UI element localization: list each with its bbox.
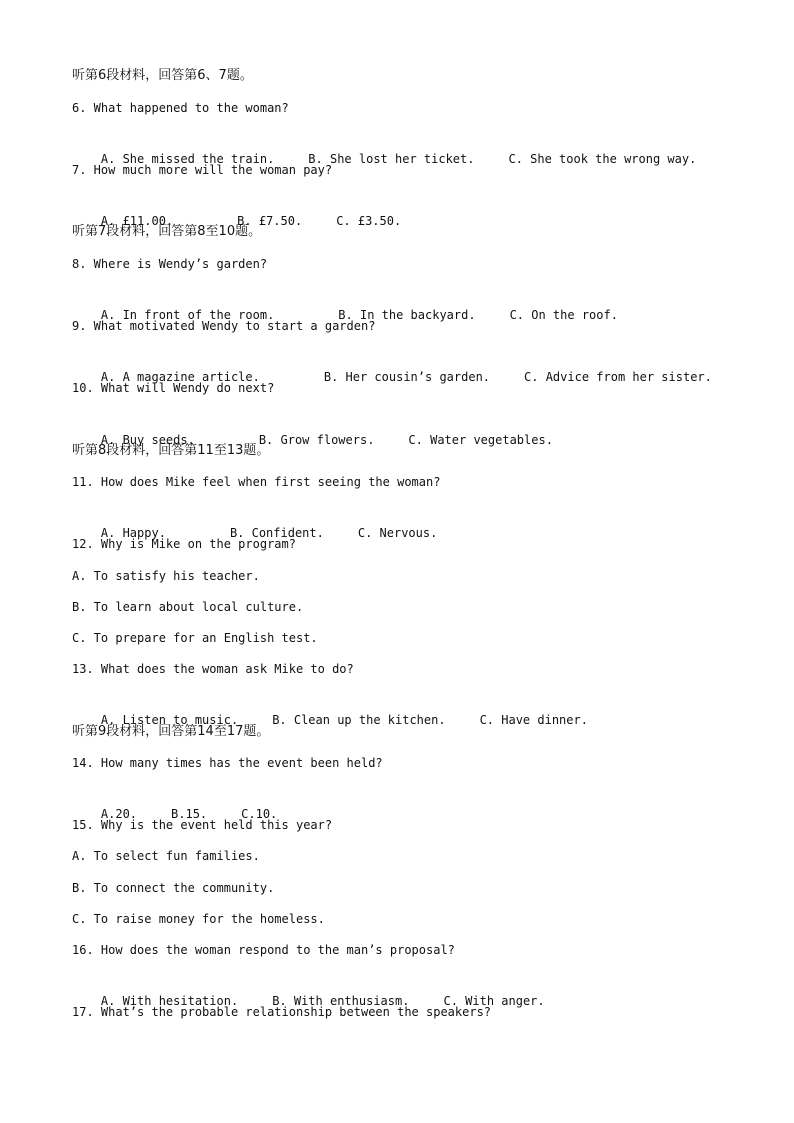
option-a: A. Buy seeds. (100, 433, 195, 447)
options-row (72, 129, 697, 166)
option-b: B. In the backyard. (338, 308, 476, 322)
options-row (72, 347, 712, 384)
option-a: A.20. (100, 807, 138, 821)
option-a: A. A magazine article. (100, 370, 260, 384)
question-stem: 8. Where is Wendy’s garden? (72, 257, 268, 271)
option-c: C. On the roof. (509, 308, 618, 322)
question-stem: 11. How does Mike feel when first seeing the woman? (72, 475, 441, 489)
options-row (72, 784, 278, 821)
option-b: B. Grow flowers. (258, 433, 375, 447)
option-a: A. To satisfy his teacher. (72, 569, 260, 583)
section-header: 听第6段材料，回答第6、7题。 (72, 68, 253, 83)
section-header: 听第7段材料，回答第8至10题。 (72, 224, 262, 239)
question-stem: 13. What does the woman ask Mike to do? (72, 662, 354, 676)
option-c: C. Water vegetables. (408, 433, 553, 447)
question-stem: 12. Why is Mike on the program? (72, 537, 296, 551)
question-stem: 7. How much more will the woman pay? (72, 163, 333, 177)
option-b: B. Clean up the kitchen. (272, 713, 446, 727)
option-b: B.15. (171, 807, 208, 821)
option-b: B. Her cousin’s garden. (323, 370, 491, 384)
options-row (72, 971, 545, 1008)
option-c: C. Have dinner. (479, 713, 588, 727)
option-a: A. Listen to music. (100, 713, 239, 727)
options-row (72, 285, 618, 322)
option-b: B. Confident. (229, 526, 324, 540)
option-a: A. In front of the room. (100, 308, 275, 322)
question-stem: 6. What happened to the woman? (72, 101, 289, 115)
option-b: B. To learn about local culture. (72, 600, 304, 614)
options-row (72, 410, 553, 447)
section-header: 听第9段材料，回答第14至17题。 (72, 724, 270, 739)
options-row (72, 191, 402, 228)
option-c: C. Advice from her sister. (524, 370, 712, 384)
question-stem: 10. What will Wendy do next? (72, 381, 275, 395)
question-stem: 14. How many times has the event been held? (72, 756, 383, 770)
option-c: C. £3.50. (336, 214, 402, 228)
option-a: A. Happy. (100, 526, 166, 540)
section-header: 听第8段材料，回答第11至13题。 (72, 443, 270, 458)
question-stem: 16. How does the woman respond to the man’s proposal? (72, 943, 455, 957)
option-c: C. With anger. (443, 994, 545, 1008)
option-a: A. £11.00. (100, 214, 174, 228)
option-c: C. To prepare for an English test. (72, 631, 318, 645)
option-b: B. With enthusiasm. (272, 994, 410, 1008)
option-b: B. She lost her ticket. (308, 152, 475, 166)
question-stem: 17. What’s the probable relationship between the speakers? (72, 1005, 492, 1019)
option-a: A. She missed the train. (100, 152, 275, 166)
options-row (72, 503, 438, 540)
option-a: A. With hesitation. (100, 994, 239, 1008)
option-c: C. Nervous. (357, 526, 438, 540)
options-row (72, 690, 588, 727)
option-c: C. She took the wrong way. (508, 152, 697, 166)
option-c: C. To raise money for the homeless. (72, 912, 325, 926)
question-stem: 9. What motivated Wendy to start a garden? (72, 319, 376, 333)
option-b: B. £7.50. (237, 214, 303, 228)
question-stem: 15. Why is the event held this year? (72, 818, 333, 832)
option-a: A. To select fun families. (72, 849, 260, 863)
option-b: B. To connect the community. (72, 881, 275, 895)
option-c: C.10. (241, 807, 278, 821)
